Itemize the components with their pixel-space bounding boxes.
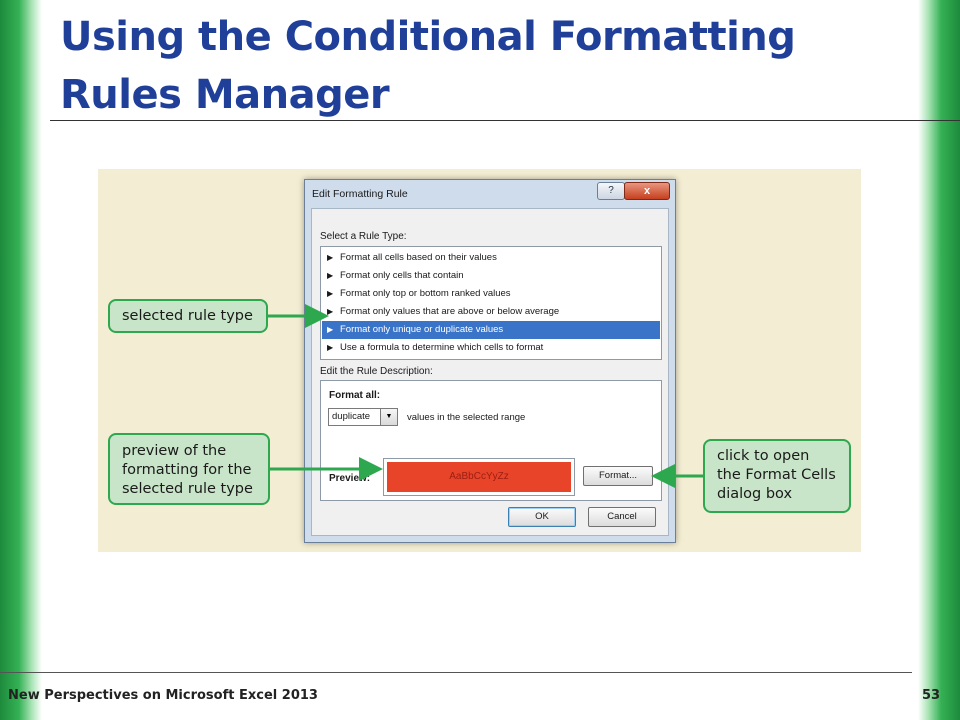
callout-format-button: click to open the Format Cells dialog box	[703, 439, 851, 513]
right-decorative-bar	[918, 0, 960, 720]
format-all-label: Format all:	[329, 390, 381, 401]
close-button[interactable]: x	[624, 182, 670, 200]
callout-selected-rule-type: selected rule type	[108, 299, 268, 333]
rule-type-label: Format only values that are above or below average	[340, 306, 560, 317]
footer-text: New Perspectives on Microsoft Excel 2013	[8, 688, 318, 703]
select-rule-type-label: Select a Rule Type:	[320, 231, 407, 242]
format-button[interactable]: Format...	[583, 466, 653, 486]
rule-type-label: Format all cells based on their values	[340, 252, 497, 263]
play-arrow-icon: ▶	[327, 307, 334, 316]
screenshot-figure	[98, 169, 861, 552]
preview-sample: AaBbCcYyZz	[387, 462, 571, 492]
format-all-suffix: values in the selected range	[407, 412, 526, 423]
left-decorative-bar	[0, 0, 42, 720]
preview-label: Preview:	[329, 473, 371, 484]
dialog-title: Edit Formatting Rule	[312, 188, 408, 200]
format-all-value: duplicate	[332, 411, 371, 422]
rule-type-label: Format only unique or duplicate values	[340, 324, 504, 335]
play-arrow-icon: ▶	[327, 325, 334, 334]
edit-description-label: Edit the Rule Description:	[320, 366, 433, 377]
play-arrow-icon: ▶	[327, 343, 334, 352]
title-divider	[50, 120, 960, 121]
chevron-down-icon[interactable]: ▼	[380, 409, 397, 425]
play-arrow-icon: ▶	[327, 271, 334, 280]
rule-type-label: Use a formula to determine which cells to format	[340, 342, 544, 353]
play-arrow-icon: ▶	[327, 253, 334, 262]
ok-button[interactable]: OK	[508, 507, 576, 527]
page-number: 53	[922, 688, 941, 703]
cancel-button[interactable]: Cancel	[588, 507, 656, 527]
footer-divider	[0, 672, 912, 673]
play-arrow-icon: ▶	[327, 289, 334, 298]
rule-type-label: Format only cells that contain	[340, 270, 464, 281]
help-button[interactable]: ?	[597, 182, 625, 200]
slide-title: Using the Conditional Formatting Rules Manager	[60, 14, 796, 118]
callout-preview: preview of the formatting for the selected rule type	[108, 433, 270, 505]
rule-type-label: Format only top or bottom ranked values	[340, 288, 511, 299]
